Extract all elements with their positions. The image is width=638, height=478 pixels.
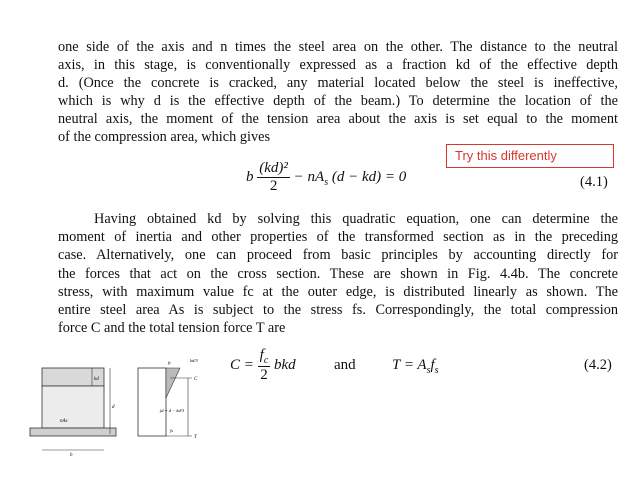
eq-lhs: C = — [230, 356, 254, 373]
section-steel — [30, 428, 116, 436]
equation-4-2-c — [230, 347, 296, 387]
eq-fraction — [257, 160, 290, 195]
text-line: the forces that act on the cross section. These are shown in Fig. 4.4b. The concrete — [58, 265, 618, 282]
label-T: T — [194, 435, 197, 440]
text-line: neutral axis, the moment of the tension area about the axis is set equal to the moment — [58, 111, 618, 127]
equation-4-2-t: $T = A_sf_s$ — [392, 357, 439, 376]
equation-number: (4.1) — [580, 174, 608, 190]
stress-triangle — [166, 368, 180, 398]
section-body — [42, 386, 104, 428]
eq-fraction — [258, 347, 271, 384]
label-jd: jd = d − kd/3 — [160, 408, 185, 413]
eq-sub: s — [324, 176, 329, 188]
eq-and: and — [334, 357, 356, 373]
equation-4-1 — [246, 160, 406, 206]
paragraph-2 — [58, 210, 618, 337]
eq-term: − nA — [293, 168, 325, 185]
text-line: Having obtained kd by solving this quadratic equation, one can determine the — [94, 211, 618, 227]
eq-frac-den: 2 — [269, 178, 278, 194]
text-line: case. Alternatively, one can proceed from basic principles by accounting directly for — [58, 247, 618, 264]
eq-frac-den: 2 — [260, 367, 268, 383]
text-line: entire steel area As is subject to the stress fs. Correspondingly, the total compression — [58, 302, 618, 319]
label-b: b — [70, 453, 73, 458]
stress-section — [138, 368, 166, 436]
label-C: C — [194, 377, 198, 382]
text-line: moment of inertia and other properties of the transformed section as in the preceding — [58, 229, 618, 246]
text-line: of the compression area, which gives — [58, 129, 271, 145]
eq-term: bkd — [274, 356, 296, 373]
label-nAs: nAs — [60, 419, 68, 424]
eq-coef-b: b — [246, 168, 254, 185]
text-line: stress, with maximum value fc at the outer edge, is distributed linearly as shown. The — [58, 283, 618, 300]
label-d: d — [112, 405, 115, 410]
paragraph-1 — [58, 38, 618, 146]
label-kd: kd — [94, 377, 99, 382]
eq-frac-num: (kd)² — [259, 160, 288, 176]
eq-term-rest: (d − kd) = 0 — [331, 168, 407, 185]
figure-4-4 — [20, 350, 220, 460]
text-line: axis, in this stage, is conventionally expressed as a fraction kd of the effective depth — [58, 57, 618, 73]
label-kd3: kd/3 — [190, 358, 198, 363]
label-fc: fc — [168, 360, 172, 365]
label-fs: fs — [170, 428, 174, 433]
eq-frac-num: $f_c$ — [259, 347, 269, 366]
text-line: which is why d is the effective depth of the beam.) To determine the location of the — [58, 93, 618, 109]
text-line: d. (Once the concrete is cracked, any material located below the steel is ineffective, — [58, 75, 618, 91]
text-line: force C and the total tension force T are — [58, 320, 286, 337]
text-line: one side of the axis and n times the steel area on the other. The distance to the neutral — [58, 39, 618, 55]
annotation-note: Try this differently — [446, 144, 614, 168]
equation-number: (4.2) — [584, 357, 612, 373]
